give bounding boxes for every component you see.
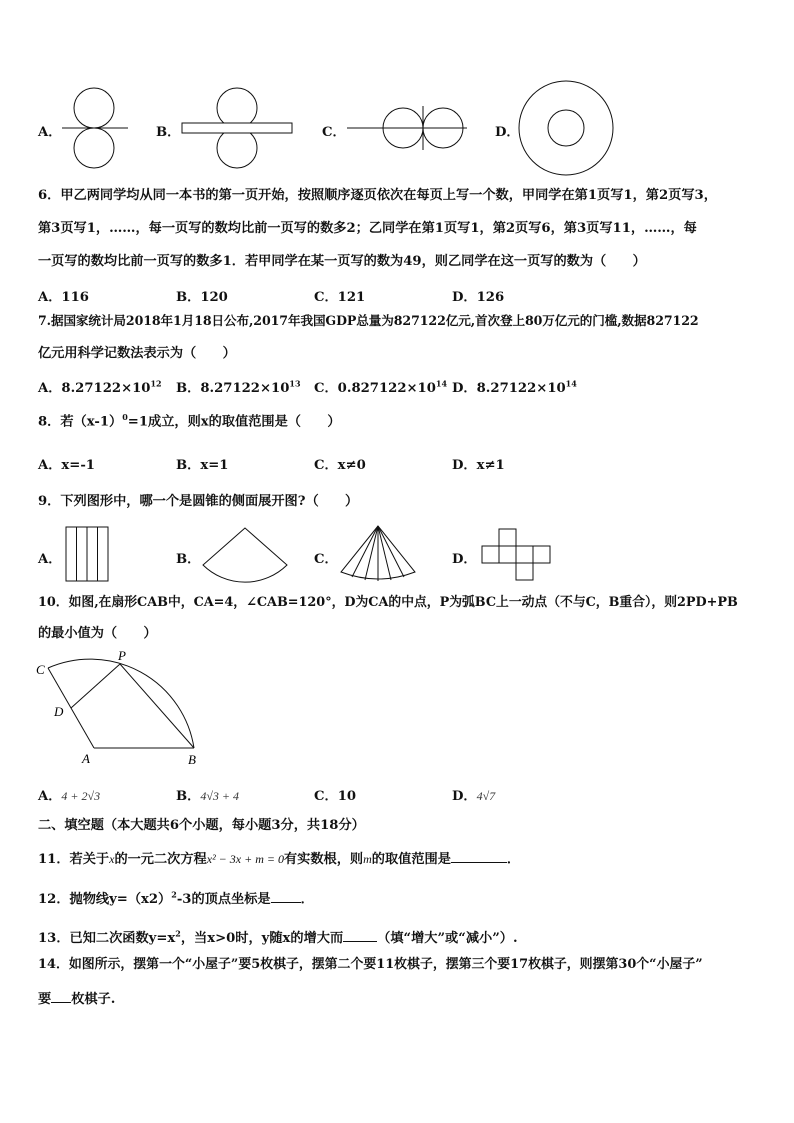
q9-option-b-label: B． bbox=[176, 552, 201, 567]
q13-line: 13．已知二次函数$y=x^2$，当x>0时，y随x的增大而 （填“增大”或“减小”）. bbox=[38, 928, 518, 946]
q10-option-b: B．4√3 + 4 bbox=[176, 789, 240, 804]
q6-line-3: 一页写的数均比前一页写的数多1．若甲同学在某一页写的数为49，则乙同学在这一页写的数为（ ） bbox=[38, 254, 646, 269]
q7-option-d: D．$8.27122\times 10^{14}$ bbox=[452, 378, 577, 396]
q10-option-d: D．4√7 bbox=[452, 789, 496, 804]
q5-option-a-label: A． bbox=[38, 125, 62, 140]
q9-option-a-label: A． bbox=[38, 552, 62, 567]
q9-option-d-label: D． bbox=[452, 552, 477, 567]
q9-figure-b-sector bbox=[200, 527, 290, 579]
q14-line-1: 14．如图所示，摆第一个“小屋子”要5枚棋子，摆第二个要11枚棋子，摆第三个要17枚棋子，则摆第30个“小屋子” bbox=[38, 957, 703, 972]
q7-option-c: C．$0.827122\times 10^{14}$ bbox=[314, 378, 448, 396]
q5-figure-d bbox=[518, 80, 614, 176]
q5-option-b-label: B． bbox=[156, 125, 181, 140]
q9-figure-c-pyramid bbox=[338, 524, 418, 582]
q8-option-a: A．x=-1 bbox=[38, 458, 95, 473]
q5-figure-c bbox=[345, 86, 470, 168]
q7-option-b: B．$8.27122\times 10^{13}$ bbox=[176, 378, 301, 396]
q13-answer-blank[interactable] bbox=[343, 929, 377, 942]
q6-option-c: C．121 bbox=[314, 290, 366, 305]
q10-label-p: P bbox=[118, 648, 126, 663]
q8-option-c: C．x≠0 bbox=[314, 458, 366, 473]
q8-line-1: 8．若$(x-1)^0=1$成立，则x的取值范围是（ ） bbox=[38, 412, 341, 430]
q6-option-a: A．116 bbox=[38, 290, 89, 305]
q5-figure-a bbox=[60, 86, 130, 168]
q8-option-d: D．x≠1 bbox=[452, 458, 505, 473]
q10-label-b: B bbox=[188, 752, 196, 767]
q10-sector-figure bbox=[30, 648, 215, 768]
q10-label-c: C bbox=[36, 662, 45, 677]
q12-line: 12．抛物线$y=(x2)^2-3$的顶点坐标是 ． bbox=[38, 889, 314, 907]
section-2-title: 二、填空题（本大题共6个小题，每小题3分，共18分） bbox=[38, 818, 365, 833]
q10-line-2: 的最小值为（ ） bbox=[38, 626, 157, 641]
q14-line-2: 要 枚棋子. bbox=[38, 992, 116, 1007]
q10-label-a: A bbox=[82, 751, 90, 766]
q11-line: 11．若关于x的一元二次方程x² − 3x + m = 0有实数根，则m的取值范围是 ． bbox=[38, 852, 521, 867]
q10-label-d: D bbox=[54, 704, 64, 719]
q10-option-a: A．4 + 2√3 bbox=[38, 789, 101, 804]
q14-answer-blank[interactable] bbox=[51, 990, 71, 1003]
q7-line-2: 亿元用科学记数法表示为（ ） bbox=[38, 346, 236, 361]
q9-figure-a-rectangles bbox=[65, 526, 109, 582]
q10-line-1: 10．如图,在扇形CAB中，CA=4，∠CAB=120°，D为CA的中点，P为弧BC上一动点（不与C，B重合），则2PD+PB bbox=[38, 595, 738, 610]
q9-line-1: 9．下列图形中，哪一个是圆锥的侧面展开图?（ ） bbox=[38, 494, 359, 509]
q7-line-1: 7.据国家统计局2018年1月18日公布,2017年我国GDP总量为827122亿元,首次登上80万亿元的门槛,数据827122 bbox=[38, 313, 699, 328]
q12-answer-blank[interactable] bbox=[271, 890, 301, 903]
q8-option-b: B．x=1 bbox=[176, 458, 229, 473]
q7-option-a: A．$8.27122\times 10^{12}$ bbox=[38, 378, 162, 396]
q5-option-d-label: D． bbox=[495, 125, 520, 140]
q10-option-c: C．10 bbox=[314, 789, 357, 804]
q5-option-c-label: C． bbox=[322, 125, 346, 140]
q6-line-2: 第3页写1，……，每一页写的数均比前一页写的数多2；乙同学在第1页写1，第2页写6，第3页写11，……，每 bbox=[38, 221, 697, 236]
q5-figure-b bbox=[180, 86, 295, 168]
q9-option-c-label: C． bbox=[314, 552, 338, 567]
q11-answer-blank[interactable] bbox=[451, 850, 507, 863]
q6-line-1: 6．甲乙两同学均从同一本书的第一页开始，按照顺序逐页依次在每页上写一个数，甲同学在第1页写1，第2页写3， bbox=[38, 188, 717, 203]
q9-figure-d-cube-net bbox=[481, 529, 553, 581]
q6-option-d: D．126 bbox=[452, 290, 505, 305]
q6-option-b: B．120 bbox=[176, 290, 228, 305]
